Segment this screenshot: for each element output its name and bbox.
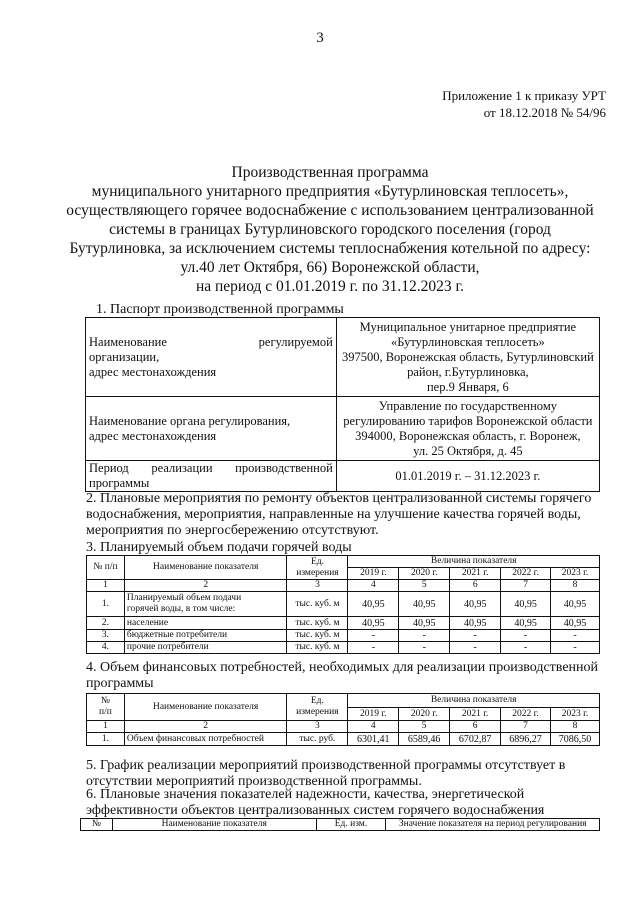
header-year: 2021 г. (450, 708, 501, 721)
title-line-2: муниципального унитарного предприятия «Бутурлиновская теплосеть», (91, 183, 569, 200)
header-unit-line: Ед. (310, 696, 324, 706)
cell-value: - (348, 630, 399, 642)
header-num (87, 694, 125, 721)
header-name: Наименование показателя (112, 819, 316, 831)
value-line: район, г.Бутурлиновка, (407, 364, 529, 379)
header-name: Наименование показателя (124, 556, 287, 580)
section-5-text (86, 758, 600, 790)
row-num: 3. (87, 630, 125, 642)
row-num: 1. (87, 592, 125, 617)
column-number: 5 (399, 721, 450, 733)
value-line: регулированию тарифов Воронежской области (343, 413, 593, 428)
value-line: 397500, Воронежская область, Бутурлиновский (341, 349, 594, 364)
passport-table (85, 317, 600, 492)
passport-label-organization (86, 318, 337, 397)
table-row (86, 461, 600, 492)
row-name (124, 592, 287, 617)
header-unit-line: измерения (296, 707, 339, 717)
table-row (86, 397, 600, 461)
cell-value: 6301,41 (348, 733, 399, 746)
hot-water-volume-table (86, 555, 600, 654)
label-line: адрес местонахождения (89, 364, 217, 379)
passport-label-regulator (86, 397, 337, 461)
column-number: 2 (124, 721, 287, 733)
paragraph-line: программы (86, 676, 154, 691)
label-word: реализации (151, 461, 213, 475)
header-num-line: № (100, 696, 110, 706)
row-name: Объем финансовых потребностей (124, 733, 287, 746)
cell-value: 6589,46 (399, 733, 450, 746)
row-name: прочие потребители (124, 642, 287, 654)
header-year: 2022 г. (501, 568, 551, 580)
document-title (60, 163, 600, 296)
paragraph-line: отсутствии мероприятий производственной программы. (86, 774, 422, 789)
cell-value: 40,95 (348, 592, 399, 617)
table-row (87, 617, 600, 630)
header-year: 2019 г. (348, 708, 399, 721)
passport-value-organization (336, 318, 599, 397)
title-line-7: на период с 01.01.2019 г. по 31.12.2023 г. (195, 278, 465, 295)
section-3-heading: 3. Планируемый объем подачи горячей воды (86, 540, 352, 555)
value-line: «Бутурлиновская теплосеть» (391, 334, 545, 349)
annex-reference (442, 87, 606, 121)
header-name: Наименование показателя (124, 694, 287, 721)
cell-value: - (501, 630, 551, 642)
value-line: Управление по государственному (378, 398, 557, 413)
passport-value-period: 01.01.2019 г. – 31.12.2023 г. (336, 461, 599, 492)
column-number: 6 (450, 580, 501, 592)
header-value-group: Величина показателя (348, 694, 600, 708)
column-number: 7 (501, 721, 551, 733)
header-unit: Ед. изм. (316, 819, 386, 831)
row-name-line: Планируемый объем подачи (126, 593, 242, 603)
row-name: население (124, 617, 287, 630)
title-line-3: осуществляющего горячее водоснабжение с использованием централизованной (66, 202, 594, 219)
paragraph-line: 6. Плановые значения показателей надежности, качества, энергетической (86, 787, 525, 802)
header-num: № п/п (87, 556, 125, 580)
paragraph-line: мероприятия по энергосбережению отсутствуют. (86, 523, 379, 538)
cell-value: 40,95 (450, 617, 501, 630)
header-year: 2019 г. (348, 568, 399, 580)
header-year: 2020 г. (399, 568, 450, 580)
column-number-row (87, 580, 600, 592)
column-number: 2 (124, 580, 287, 592)
label-word: регулируемой (258, 334, 333, 349)
cell-value: 40,95 (551, 592, 600, 617)
passport-label-period (86, 461, 337, 492)
row-name-line: горячей воды, в том числе: (126, 604, 236, 614)
row-unit: тыс. куб. м (287, 630, 348, 642)
row-name: бюджетные потребители (124, 630, 287, 642)
page-number: 3 (316, 30, 324, 46)
column-number: 7 (501, 580, 551, 592)
financial-needs-table (86, 693, 600, 746)
paragraph-line: эффективности объектов централизованных систем горячего водоснабжения (86, 803, 545, 818)
label-line: Наименование органа регулирования, (89, 413, 291, 428)
table-header-row (87, 694, 600, 708)
label-word: Период (89, 461, 129, 475)
cell-value: 6702,87 (450, 733, 501, 746)
title-line-5: Бутурлиновка, за исключением системы теплоснабжения котельной по адресу: (69, 240, 591, 257)
header-year: 2021 г. (450, 568, 501, 580)
column-number: 5 (399, 580, 450, 592)
cell-value: 40,95 (450, 592, 501, 617)
annex-line-2: от 18.12.2018 № 54/96 (483, 105, 606, 120)
header-value-group: Величина показателя (348, 556, 600, 568)
cell-value: 7086,50 (551, 733, 600, 746)
row-unit: тыс. куб. м (287, 617, 348, 630)
header-year: 2023 г. (551, 568, 600, 580)
table-header-row (81, 819, 600, 831)
cell-value: - (551, 630, 600, 642)
value-line: ул. 25 Октября, д. 45 (413, 443, 523, 458)
indicators-table (80, 818, 600, 831)
label-word: производственной (235, 461, 333, 475)
value-line: пер.9 Января, 6 (426, 379, 509, 394)
column-number: 8 (551, 721, 600, 733)
row-unit: тыс. руб. (287, 733, 348, 746)
title-line-6: ул.40 лет Октября, 66) Воронежской области, (180, 259, 480, 276)
table-row (86, 318, 600, 397)
column-number: 1 (87, 580, 125, 592)
header-year: 2022 г. (501, 708, 551, 721)
header-unit (287, 556, 348, 580)
cell-value: - (450, 642, 501, 654)
table-row (87, 642, 600, 654)
cell-value: 6896,27 (501, 733, 551, 746)
label-line: адрес местонахождения (89, 428, 217, 443)
cell-value: 40,95 (399, 617, 450, 630)
column-number-row (87, 721, 600, 733)
paragraph-line: 2. Плановые мероприятия по ремонту объектов централизованной системы горячего (86, 491, 592, 506)
row-num: 2. (87, 617, 125, 630)
header-unit (287, 694, 348, 721)
cell-value: 40,95 (399, 592, 450, 617)
cell-value: - (501, 642, 551, 654)
row-unit: тыс. куб. м (287, 642, 348, 654)
cell-value: - (348, 642, 399, 654)
table-row (87, 733, 600, 746)
paragraph-line: 4. Объем финансовых потребностей, необходимых для реализации производственной (86, 660, 599, 675)
cell-value: - (450, 630, 501, 642)
column-number: 1 (87, 721, 125, 733)
label-line: организации, (89, 349, 160, 364)
column-number: 4 (348, 721, 399, 733)
header-unit-line: измерения (296, 567, 339, 578)
title-line-4: системы в границах Бутурлиновского городского поселения (город (109, 221, 551, 238)
section-6-text (86, 787, 600, 819)
section-4-heading (86, 660, 600, 692)
cell-value: - (399, 642, 450, 654)
label-word: Наименование (89, 334, 167, 349)
column-number: 6 (450, 721, 501, 733)
row-num: 1. (87, 733, 125, 746)
header-year: 2020 г. (399, 708, 450, 721)
value-line: 394000, Воронежская область, г. Воронеж, (355, 428, 581, 443)
cell-value: 40,95 (348, 617, 399, 630)
cell-value: 40,95 (501, 617, 551, 630)
header-num-line: п/п (99, 707, 112, 717)
cell-value: 40,95 (551, 617, 600, 630)
table-row (87, 630, 600, 642)
annex-line-1: Приложение 1 к приказу УРТ (442, 88, 606, 103)
header-unit-line: Ед. (310, 556, 324, 567)
cell-value: - (551, 642, 600, 654)
section-1-heading: 1. Паспорт производственной программы (96, 302, 344, 317)
column-number: 8 (551, 580, 600, 592)
cell-value: - (399, 630, 450, 642)
table-row (87, 592, 600, 617)
header-num: № (81, 819, 113, 831)
title-line-1: Производственная программа (231, 164, 429, 181)
table-header-row (87, 556, 600, 568)
section-2-text (86, 491, 600, 539)
column-number: 3 (287, 580, 348, 592)
label-line: программы (89, 476, 150, 490)
column-number: 3 (287, 721, 348, 733)
paragraph-line: 5. График реализации мероприятий производственной программы отсутствует в (86, 758, 566, 773)
row-unit: тыс. куб. м (287, 592, 348, 617)
column-number: 4 (348, 580, 399, 592)
cell-value: 40,95 (501, 592, 551, 617)
row-num: 4. (87, 642, 125, 654)
passport-value-regulator (336, 397, 599, 461)
header-year: 2023 г. (551, 708, 600, 721)
header-value: Значение показателя на период регулирования (386, 819, 600, 831)
value-line: Муниципальное унитарное предприятие (359, 319, 577, 334)
paragraph-line: водоснабжения, мероприятия, направленные на улучшение качества горячей воды, (86, 507, 581, 522)
